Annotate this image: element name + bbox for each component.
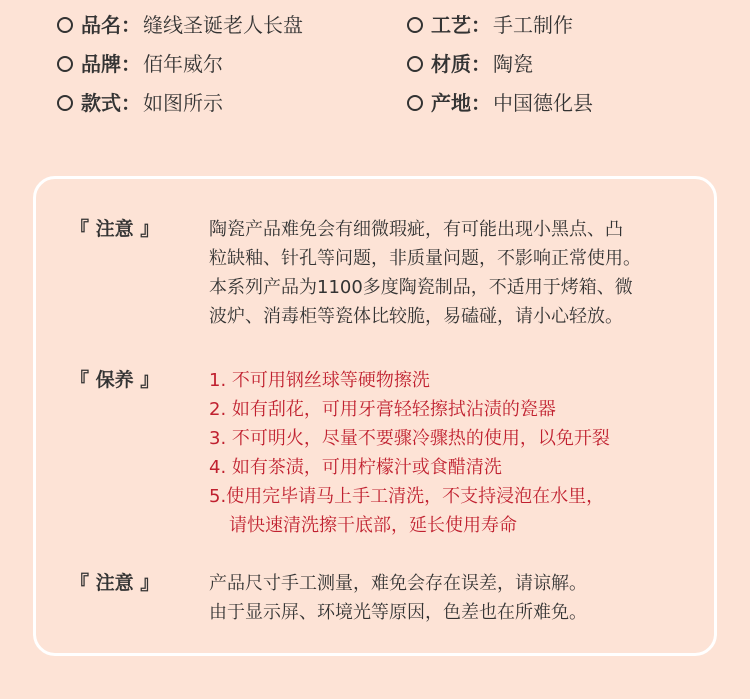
circle-bullet-icon xyxy=(407,56,423,72)
spec-value: 中国德化县 xyxy=(493,91,593,115)
care-item-continued: 请快速清洗擦干底部，延长使用寿命 xyxy=(229,515,517,536)
spec-key: 工艺： xyxy=(431,13,491,37)
spec-value: 手工制作 xyxy=(493,13,573,37)
spec-key: 材质： xyxy=(431,52,491,76)
care-label: 『 保养 』 xyxy=(70,369,160,391)
spec-name xyxy=(57,10,303,40)
spec-style xyxy=(57,88,223,118)
care-item: 5.使用完毕请马上手工清洗，不支持浸泡在水里， xyxy=(209,486,605,507)
notice-text xyxy=(209,569,709,627)
spec-value: 佰年威尔 xyxy=(143,52,223,76)
spec-key: 品名： xyxy=(81,13,141,37)
notice-line: 波炉、消毒柜等瓷体比较脆，易磕碰，请小心轻放。 xyxy=(209,306,623,327)
spec-value: 缝线圣诞老人长盘 xyxy=(143,13,303,37)
circle-bullet-icon xyxy=(57,17,73,33)
care-list xyxy=(209,366,709,540)
spec-origin xyxy=(407,88,593,118)
notice-card xyxy=(33,176,717,656)
notice-text xyxy=(209,215,709,331)
notice-label: 『 注意 』 xyxy=(70,218,160,240)
notice-line: 由于显示屏、环境光等原因，色差也在所难免。 xyxy=(209,602,587,623)
spec-key: 产地： xyxy=(431,91,491,115)
notice-label: 『 注意 』 xyxy=(70,572,160,594)
care-item: 2. 如有刮花，可用牙膏轻轻擦拭沾渍的瓷器 xyxy=(209,399,556,420)
notice-line: 粒缺釉、针孔等问题，非质量问题，不影响正常使用。 xyxy=(209,248,641,269)
spec-key: 品牌： xyxy=(81,52,141,76)
circle-bullet-icon xyxy=(57,95,73,111)
spec-key: 款式： xyxy=(81,91,141,115)
spec-value: 如图所示 xyxy=(143,91,223,115)
circle-bullet-icon xyxy=(57,56,73,72)
notice-line: 本系列产品为1100多度陶瓷制品，不适用于烤箱、微 xyxy=(209,277,633,298)
circle-bullet-icon xyxy=(407,95,423,111)
spec-craft xyxy=(407,10,573,40)
care-item: 4. 如有茶渍，可用柠檬汁或食醋清洗 xyxy=(209,457,502,478)
spec-brand xyxy=(57,49,223,79)
spec-material xyxy=(407,49,533,79)
circle-bullet-icon xyxy=(407,17,423,33)
notice-line: 陶瓷产品难免会有细微瑕疵，有可能出现小黑点、凸 xyxy=(209,219,623,240)
care-item: 1. 不可用钢丝球等硬物擦洗 xyxy=(209,370,430,391)
spec-value: 陶瓷 xyxy=(493,52,533,76)
notice-line: 产品尺寸手工测量，难免会存在误差，请谅解。 xyxy=(209,573,587,594)
care-item: 3. 不可明火，尽量不要骤冷骤热的使用，以免开裂 xyxy=(209,428,610,449)
product-specs xyxy=(57,10,717,130)
